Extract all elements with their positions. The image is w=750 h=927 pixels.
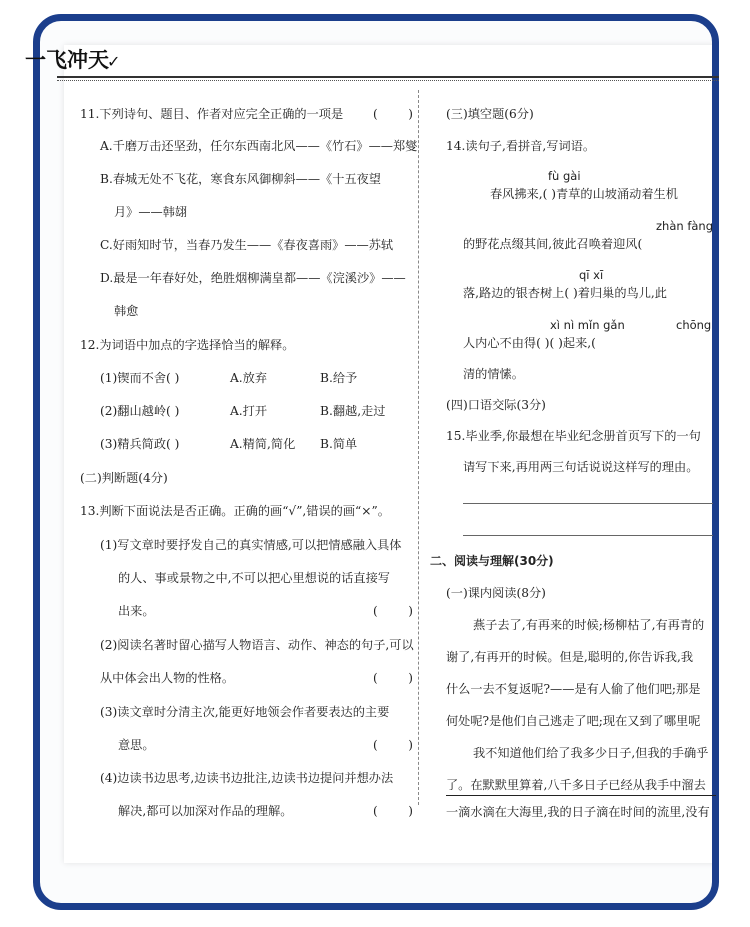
q11-option-a: A.千磨万击还坚劲，任尔东西南北风——《竹石》——郑燮 [100,139,418,153]
q13-item-2-line2: 从中体会出人物的性格。 [100,671,235,685]
q13-item-2: (2)阅读名著时留心描写人物语言、动作、神态的句子,可以 [100,638,414,652]
q14-pinyin-5: chōng [676,318,712,332]
q11-option-b: B.春城无处不飞花，寒食东风御柳斜——《十五夜望 [100,172,381,186]
q12-item-1: (1)锲而不舍( ) [100,371,180,385]
check-mark-icon: ✓ [107,52,121,71]
passage-line-7: 一滴水滴在大海里,我的日子滴在时间的流里,没有 [446,805,710,819]
q12-item-2: (2)翻山越岭( ) [100,404,180,418]
q13-item-1: (1)写文章时要抒发自己的真实情感,可以把情感融入具体 [100,538,402,552]
q13-item-3-answer[interactable]: ( ) [373,738,413,752]
q14-stem: 14.读句子,看拼音,写词语。 [446,139,596,153]
q12-item-1-option-a: A.放弃 [230,371,268,385]
q12-item-3-option-b: B.简单 [320,437,358,451]
passage-line-3: 什么一去不复返呢?——是有人偷了他们吧;那是 [446,682,701,696]
logo-text: 一飞冲天 [25,48,109,72]
header-dotted-rule [57,80,719,81]
header-rule [57,76,719,78]
q15-instruction: 请写下来,再用两三句话说说这样写的理由。 [463,460,699,474]
q14-pinyin-2: zhàn fàng [656,219,714,233]
q12-item-2-option-b: B.翻越,走过 [320,404,386,418]
q13-stem: 13.判断下面说法是否正确。正确的画“√”,错误的画“×”。 [80,504,390,518]
q15-stem: 15.毕业季,你最想在毕业纪念册首页写下的一句 [446,429,701,443]
q14-pinyin-3: qī xī [579,268,604,282]
q15-answer-line-2[interactable] [463,535,713,536]
q13-item-1-answer[interactable]: ( ) [373,604,413,618]
passage-underline [446,795,716,796]
q11-option-c: C.好雨知时节，当春乃发生——《春夜喜雨》——苏轼 [100,238,394,252]
q11-answer-paren[interactable]: ( ) [373,107,413,121]
q14-pinyin-4: xì nì mǐn gǎn [550,318,625,332]
q13-item-1-line2: 的人、事或景物之中,不可以把心里想说的话直接写 [118,571,390,585]
passage-line-6: 了。在默默里算着,八千多日子已经从我手中溜去 [446,778,706,792]
q13-item-3-line2: 意思。 [118,738,155,752]
q14-pinyin-1: fù gài [548,169,581,183]
passage-line-4: 何处呢?是他们自己逃走了吧;现在又到了哪里呢 [446,714,701,728]
part-reading-title: 二、阅读与理解(30分) [430,554,554,568]
q11-option-d-cont: 韩愈 [114,304,139,318]
q12-item-2-option-a: A.打开 [230,404,268,418]
q13-item-2-answer[interactable]: ( ) [373,671,413,685]
section-in-class-reading-title: (一)课内阅读(8分) [446,586,546,600]
q13-item-4: (4)边读书边思考,边读书边批注,边读书边提问并想办法 [100,771,394,785]
q14-line-3: 落,路边的银杏树上( )着归巢的鸟儿,此 [463,286,667,300]
q11-option-b-cont: 月》——韩翃 [114,205,188,219]
section-judgement-title: (二)判断题(4分) [80,471,168,485]
q12-item-3: (3)精兵简政( ) [100,437,180,451]
q11-option-d: D.最是一年春好处，绝胜烟柳满皇都——《浣溪沙》—— [100,271,406,285]
q15-answer-line-1[interactable] [463,503,713,504]
q11-stem: 11.下列诗句、题目、作者对应完全正确的一项是 [80,107,344,121]
q14-line-5: 清的情愫。 [463,367,524,381]
q14-line-4: 人内心不由得( )( )起来,( [463,336,596,350]
q13-item-4-line2: 解决,都可以加深对作品的理解。 [118,804,293,818]
q13-item-1-line3: 出来。 [118,604,155,618]
q12-item-3-option-a: A.精简,简化 [230,437,296,451]
series-logo [25,44,120,74]
passage-line-5: 我不知道他们给了我多少日子,但我的手确乎 [473,746,709,760]
q13-item-4-answer[interactable]: ( ) [373,804,413,818]
passage-line-2: 谢了,有再开的时候。但是,聪明的,你告诉我,我 [446,650,694,664]
section-oral-title: (四)口语交际(3分) [446,398,546,412]
q12-item-1-option-b: B.给予 [320,371,358,385]
column-divider [418,90,419,805]
q14-line-2: 的野花点缀其间,彼此召唤着迎风( [463,237,643,251]
q12-stem: 12.为词语中加点的字选择恰当的解释。 [80,338,295,352]
passage-line-1: 燕子去了,有再来的时候;杨柳枯了,有再青的 [473,618,705,632]
q14-line-1: 春风拂来,( )青草的山坡涌动着生机 [490,187,678,201]
section-fill-title: (三)填空题(6分) [446,107,534,121]
q13-item-3: (3)读文章时分清主次,能更好地领会作者要表达的主要 [100,705,390,719]
